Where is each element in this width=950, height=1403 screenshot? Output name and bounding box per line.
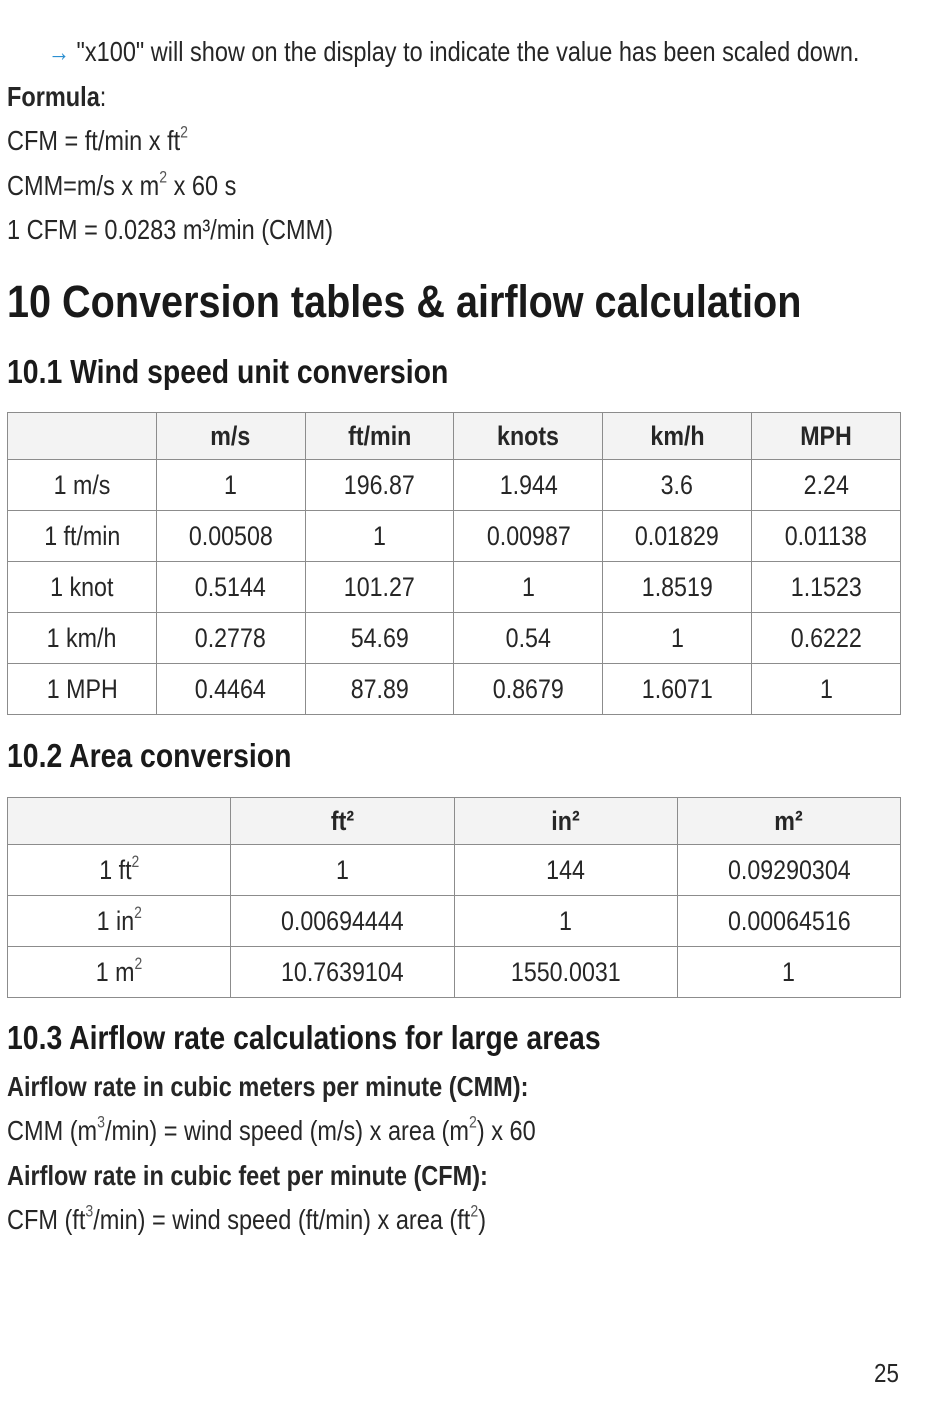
row-label: 1 MPH [8, 664, 157, 715]
area-conversion-heading: 10.2 Area conversion [7, 737, 292, 774]
cfm-airflow-formula: CFM $(ft^3/\min)$ = wind speed (ft/min) x area $(ft^2)$ [7, 1201, 487, 1235]
wind-speed-heading: 10.1 Wind speed unit conversion [7, 353, 449, 390]
table-cell: 0.8679 [454, 664, 603, 715]
table-row [8, 845, 901, 896]
table-cell: 0.00508 [156, 511, 305, 562]
table-cell: 0.2778 [156, 613, 305, 664]
row-label: 1 m/s [8, 460, 157, 511]
table-cell: 54.69 [305, 613, 454, 664]
table-header-cell: ft/min [305, 413, 454, 460]
scaled-note [48, 35, 859, 69]
table-cell: 0.6222 [752, 613, 901, 664]
cfm-formula: CFM = ft/min x $ft^2$ [7, 122, 189, 156]
formula-label: Formula: [7, 81, 107, 112]
table-cell: 0.4464 [156, 664, 305, 715]
table-cell: 0.54 [454, 613, 603, 664]
row-label: 1 $m^2$ [8, 947, 231, 998]
cfm-equivalence: 1 CFM = 0.0283 m³/min (CMM) [7, 214, 334, 245]
table-cell: 0.5144 [156, 562, 305, 613]
table-cell: 0.01138 [752, 511, 901, 562]
table-header-cell: km/h [603, 413, 752, 460]
table-row [8, 613, 901, 664]
table-cell: 1 [603, 613, 752, 664]
section-title: 10 Conversion tables & airflow calculation [7, 276, 802, 327]
cmm-airflow-formula: CMM $(m^3/\min)$ = wind speed (m/s) x area $(m^2)$ x 60 [7, 1112, 536, 1146]
table-cell: 1 [677, 947, 900, 998]
table-cell: 0.00987 [454, 511, 603, 562]
table-row [8, 896, 901, 947]
table-header-row [8, 413, 901, 460]
table-cell: 1 [305, 511, 454, 562]
table-row [8, 511, 901, 562]
table-header-cell: m² [677, 798, 900, 845]
table-cell: 1 [454, 896, 677, 947]
table-cell: 1 [156, 460, 305, 511]
table-cell: 1.944 [454, 460, 603, 511]
table-cell: 87.89 [305, 664, 454, 715]
table-row [8, 664, 901, 715]
row-label: 1 km/h [8, 613, 157, 664]
table-cell: 101.27 [305, 562, 454, 613]
table-cell: 1 [454, 562, 603, 613]
cmm-heading: Airflow rate in cubic meters per minute (CMM): [7, 1071, 529, 1102]
table-header-cell [8, 413, 157, 460]
table-cell: 0.00694444 [231, 896, 454, 947]
wind-speed-conversion-table [7, 412, 901, 715]
table-cell: 10.7639104 [231, 947, 454, 998]
table-header-cell: ft² [231, 798, 454, 845]
cfm-heading: Airflow rate in cubic feet per minute (CFM): [7, 1160, 488, 1191]
airflow-heading: 10.3 Airflow rate calculations for large areas [7, 1019, 601, 1056]
table-cell: 1.1523 [752, 562, 901, 613]
table-cell: 1 [752, 664, 901, 715]
table-cell: 1.8519 [603, 562, 752, 613]
row-label: 1 ft/min [8, 511, 157, 562]
row-label: 1 $in^2$ [8, 896, 231, 947]
table-cell: 3.6 [603, 460, 752, 511]
arrow-right-icon: → [48, 37, 70, 67]
table-header-cell: in² [454, 798, 677, 845]
table-header-cell: MPH [752, 413, 901, 460]
scaled-note-text: "x100" will show on the display to indicate the value has been scaled down. [76, 36, 860, 67]
row-label: 1 knot [8, 562, 157, 613]
table-header-cell: knots [454, 413, 603, 460]
table-cell: 0.09290304 [677, 845, 900, 896]
table-cell: 1 [231, 845, 454, 896]
table-row [8, 947, 901, 998]
page-number: 25 [874, 1358, 899, 1388]
table-header-row [8, 798, 901, 845]
area-conversion-table [7, 797, 901, 998]
table-cell: 196.87 [305, 460, 454, 511]
table-cell: 2.24 [752, 460, 901, 511]
table-cell: 1.6071 [603, 664, 752, 715]
table-cell: 0.01829 [603, 511, 752, 562]
table-header-cell: m/s [156, 413, 305, 460]
table-header-cell [8, 798, 231, 845]
table-cell: 1550.0031 [454, 947, 677, 998]
cmm-formula: CMM=m/s x $m^2$ x 60 s [7, 167, 237, 201]
table-row [8, 460, 901, 511]
table-cell: 0.00064516 [677, 896, 900, 947]
table-cell: 144 [454, 845, 677, 896]
row-label: 1 $ft^2$ [8, 845, 231, 896]
table-row [8, 562, 901, 613]
